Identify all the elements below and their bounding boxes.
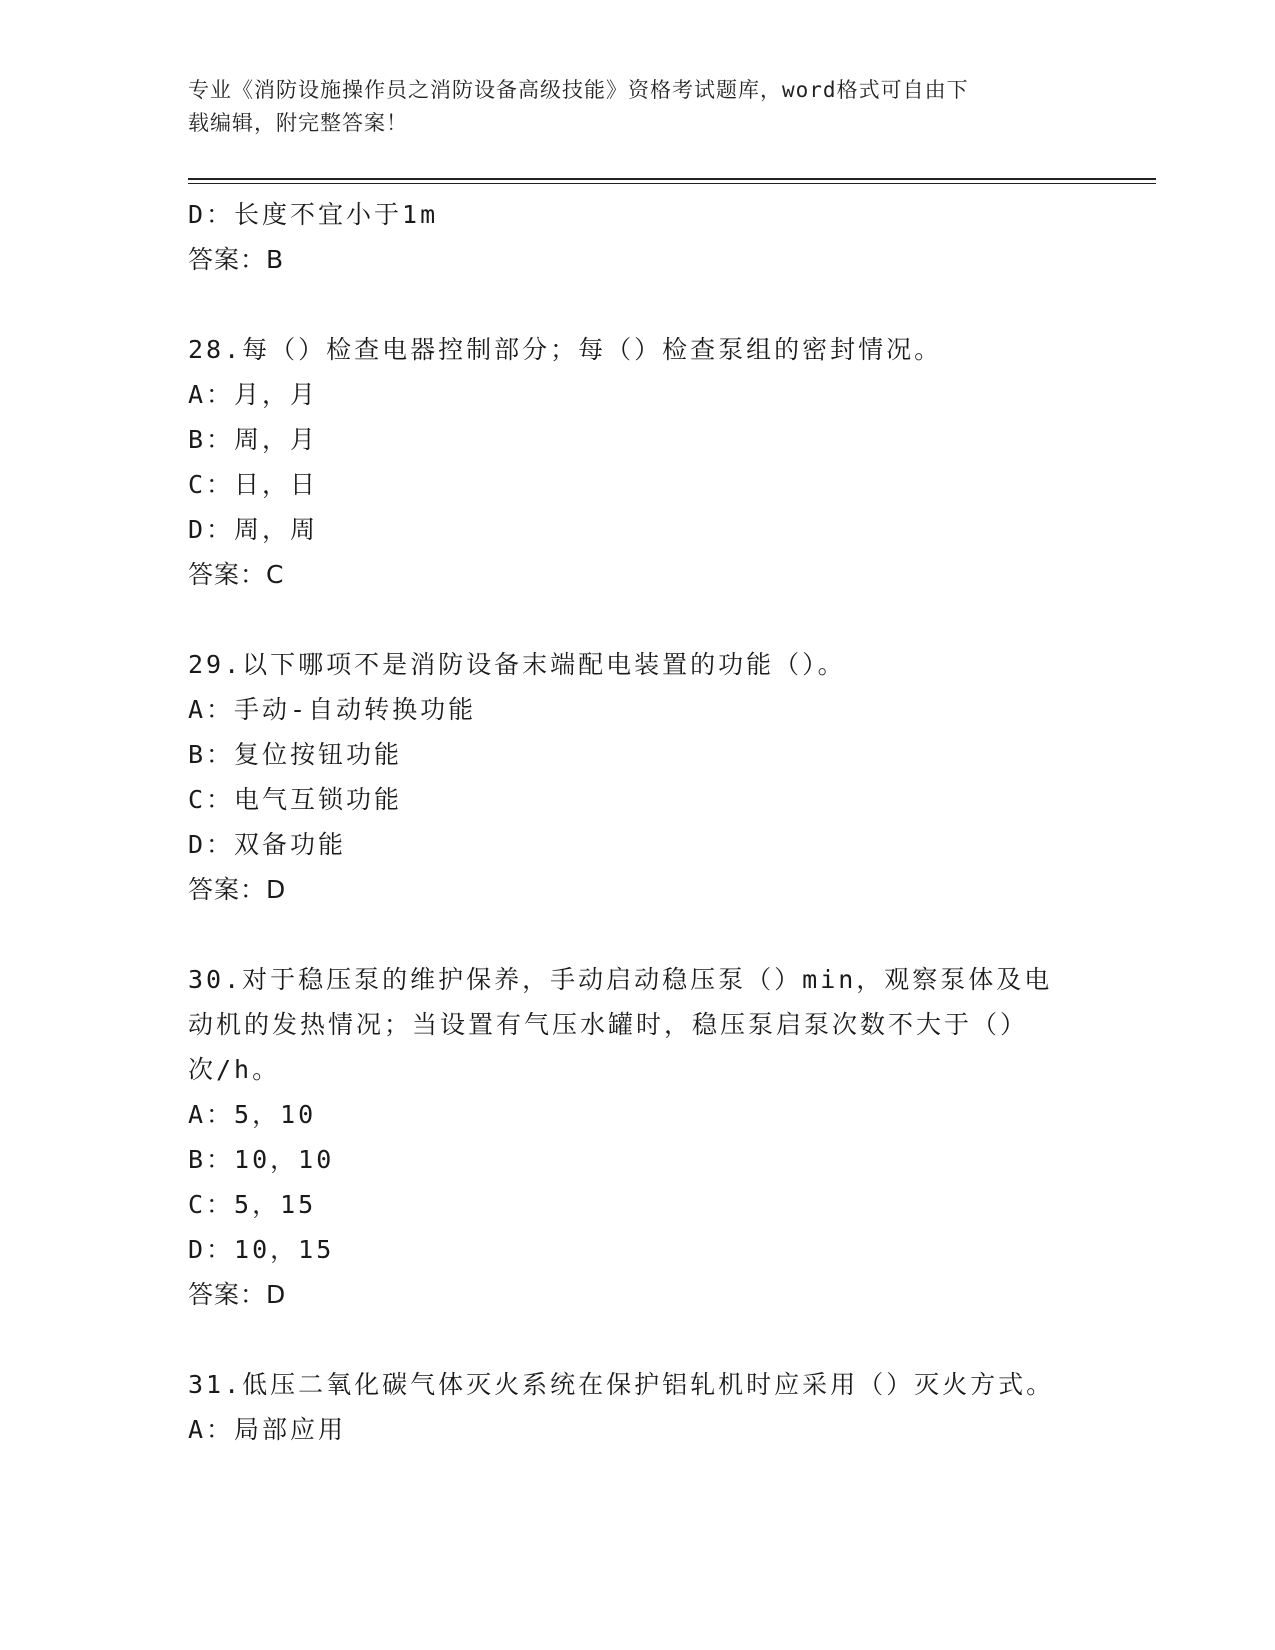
- option-b: B：复位按钮功能: [188, 740, 403, 769]
- option-a: A：局部应用: [188, 1415, 347, 1444]
- header-line-2: 载编辑，附完整答案！: [188, 111, 408, 135]
- option-d: D：10，15: [188, 1235, 335, 1264]
- document-header: [188, 74, 1068, 140]
- option-a: A：5，10: [188, 1100, 317, 1129]
- question-31: [188, 1362, 1088, 1452]
- prev-option-d: D：长度不宜小于1m: [188, 200, 439, 229]
- question-text-line-2: 动机的发热情况；当设置有气压水罐时，稳压泵启泵次数不大于（）: [188, 1010, 1029, 1039]
- option-d: D：周，周: [188, 515, 319, 544]
- option-d: D：双备功能: [188, 830, 347, 859]
- prev-answer: 答案：B: [188, 245, 285, 274]
- option-c: C：5，15: [188, 1190, 317, 1219]
- answer: 答案：D: [188, 1280, 287, 1309]
- question-30: [188, 957, 1088, 1317]
- question-text-line-3: 次/h。: [188, 1055, 281, 1084]
- header-divider: [188, 178, 1156, 180]
- answer: 答案：D: [188, 875, 287, 904]
- question-list: [188, 192, 1088, 1452]
- header-divider-thin: [188, 183, 1156, 184]
- option-a: A：手动-自动转换功能: [188, 695, 477, 724]
- answer: 答案：C: [188, 560, 285, 589]
- question-29: [188, 642, 1088, 912]
- question-28: [188, 327, 1088, 597]
- option-b: B：10，10: [188, 1145, 335, 1174]
- header-line-1: 专业《消防设施操作员之消防设备高级技能》资格考试题库，word格式可自由下: [188, 78, 969, 102]
- question-text: 29.以下哪项不是消防设备末端配电装置的功能（）。: [188, 650, 846, 679]
- option-c: C：日，日: [188, 470, 319, 499]
- option-c: C：电气互锁功能: [188, 785, 403, 814]
- question-text: 28.每（）检查电器控制部分；每（）检查泵组的密封情况。: [188, 335, 943, 364]
- option-b: B：周，月: [188, 425, 319, 454]
- question-text-line-1: 30.对于稳压泵的维护保养，手动启动稳压泵（）min，观察泵体及电: [188, 965, 1053, 994]
- question-text: 31.低压二氧化碳气体灭火系统在保护铝轧机时应采用（）灭火方式。: [188, 1370, 1055, 1399]
- option-a: A：月，月: [188, 380, 319, 409]
